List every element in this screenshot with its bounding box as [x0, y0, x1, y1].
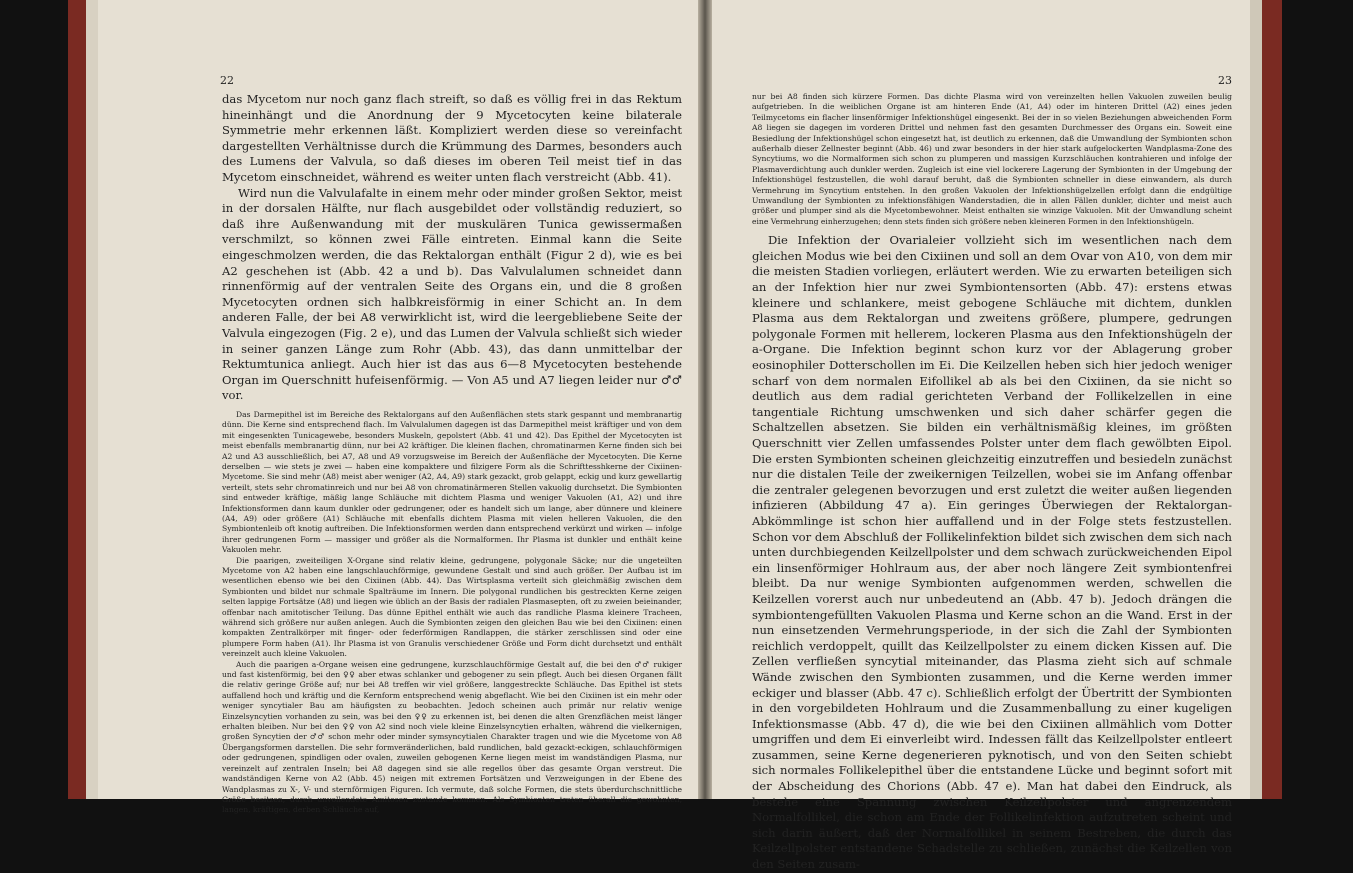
paragraph: Wird nun die Valvulafalte in einem mehr oder minder großen Sektor, meist in der dorsalen Hälfte, nur flach ausgebildet oder vollständig reduziert, so daß ihre Außenwandung mit der muskulären Tunica gewissermaßen verschmilzt, so können zwei Fälle eintreten. Einmal kann die Seite eingeschmolzen werden, die das Rektalorgan enthält (Figur 2 d), wie es bei A2 geschehen ist (Abb. 42 a und b). Das Valvulalumen schneidet dann rinnenförmig auf der ventralen Seite des Organs ein, und die 8 großen Mycetocyten ordnen sich halbkreisförmig in einer Schicht an. In dem anderen Falle, der bei A8 verwirklicht ist, wird die leergebliebene Seite der Valvula eingezogen (Fig. 2 e), und das Lumen der Valvula schließt sich wieder in seiner ganzen Länge zum Rohr (Abb. 43), das dann unmittelbar der Rektumtunica anliegt. Auch hier ist das aus 6—8 Mycetocyten bestehende Organ im Querschnitt hufeisenförmig. — Von A5 und A7 liegen leider nur ♂♂ vor.: [222, 185, 682, 403]
book-gutter: [698, 0, 712, 799]
small-paragraph: Das Darmepithel ist im Bereiche des Rektalorgans auf den Außenflächen stets stark gespannt und membranartig dünn. Die Kerne sind entsprechend flach. Im Valvulalumen dagegen ist das Darmepithel meist kräftiger und von dem mit eingesenkten Tunicagewebe, besonders Muskeln, gepolstert (Abb. 41 und 42). Das Epithel der Mycetocyten ist meist ebenfalls membranartig dünn, nur bei A2 kräftiger. Die kleinen flachen, chromatinarmen Kerne finden sich bei A2 und A3 ausschließlich, bei A7, A8 und A9 vorzugsweise im Bereich der Außenfläche der Mycetocyten. Die Kerne derselben — wie stets je zwei — haben eine kompaktere und filzigere Form als die Schrifttesshkerne der Cixiinen-Mycetome. Sie sind mehr (A8) meist aber weniger (A2, A4, A9) stark gezackt, grob gelappt, eckig und kurz gewellartig verteilt, stets sehr chromatinreich und nur bei A8 von chromatinärmeren Stellen vakuolig durchsetzt. Die Symbionten sind entweder kräftige, mäßig lange Schläuche mit dichtem Plasma und weniger Vakuolen (A1, A2) und ihre Infektionsformen dann kaum dunkler oder gedrungener, oder es handelt sich um lange, aber dünnere und kleinere (A4, A9) oder größere (A1) Schläuche mit ebenfalls dichtem Plasma mit vielen helleren Vakuolen, die den Symbiontenleib oft knotig auftreiben. Die Infektionsformen werden dann entsprechend verkürzt und wirken — infolge ihrer gedrungenen Form — massiger und größer als die Normalformen. Ihr Plasma ist dunkler und enthält keine Vakuolen mehr.: [222, 409, 682, 555]
book-cover-right: [1262, 0, 1282, 799]
left-text-column: [222, 92, 682, 816]
right-text-column: [752, 92, 1232, 873]
page-number-left: 22: [220, 74, 234, 87]
small-paragraph: Die paarigen, zweiteiligen X-Organe sind relativ kleine, gedrungene, polygonale Säcke; nur die ungeteilten Mycetome von A2 haben eine langschlauchförmige, gewundene Gestalt und sind auch größer. Der Aufbau ist im wesentlichen ebenso wie bei den Cixiinen (Abb. 44). Das Wirtsplasma verteilt sich gleichmäßig zwischen dem Symbionten und bildet nur schmale Spalträume im Innern. Die polygonal rundlichen bis gestreckten Kerne zeigen selten lappige Fortsätze (A8) und liegen wie üblich an der Basis der radialen Plasmasepten, oft zu zweien beieinander, offenbar nach amitotischer Teilung. Das dünne Epithel enthält wie auch das randliche Plasma kleinere Tracheen, während sich größere nur außen anlegen. Auch die Symbionten zeigen den gleichen Bau wie bei den Cixiinen: einen kompakten Zentralkörper mit finger- oder federförmigen Randlappen, die stärker zerschlissen sind oder eine plumpere Form haben (A1). Ihr Plasma ist von Granulis verschiedener Größe und Form dicht durchsetzt und enthält vereinzelt auch kleine Vakuolen.: [222, 555, 682, 659]
paragraph: Die Infektion der Ovarialeier vollzieht sich im wesentlichen nach dem gleichen Modus wie bei den Cixiinen und soll an dem Ovar von A10, von dem mir die meisten Stadien vorliegen, erläutert werden. Wie zu erwarten beteiligen sich an der Infektion hier nur zwei Symbiontensorten (Abb. 47): erstens etwas kleinere und schlankere, meist gebogene Schläuche mit dichtem, dunklen Plasma aus dem Rektalorgan und zweitens größere, plumpere, gedrungen polygonale Formen mit hellerem, lockeren Plasma aus den Infektionshügeln der a-Organe. Die Infektion beginnt schon kurz vor der Ablagerung grober eosinophiler Dotterschollen im Ei. Die Keilzellen heben sich hier jedoch weniger scharf von dem normalen Eifollikel ab als bei den Cixiinen, da sie nicht so deutlich aus dem radial gerichteten Verband der Follikelzellen in eine tangentiale Richtung umschwenken und sich daher schärfer gegen die Schaltzellen absetzen. Sie bilden ein verhältnismäßig kleines, im größten Querschnitt vier Zellen umfassendes Polster unter dem flach gewölbten Eipol. Die ersten Symbionten scheinen gleichzeitig einzutreffen und besiedeln zunächst nur die distalen Teile der zweikernigen Teilzellen, wobei sie im Anfang offenbar die zentraler gelegenen bevorzugen und erst zuletzt die weiter außen liegenden infizieren (Abbildung 47 a). Ein geringes Überwiegen der Rektalorgan-Abkömmlinge ist schon hier auffallend und in der Folge stets festzustellen. Schon vor dem Abschluß der Follikelinfektion bildet sich zwischen dem sich nach unten durchbiegenden Keilzellpolster und dem schwach zurückweichenden Eipol ein linsenförmiger Hohlraum aus, der aber noch längere Zeit symbiontenfrei bleibt. Da nur wenige Symbionten aufgenommen werden, schwellen die Keilzellen vorerst auch nur unbedeutend an (Abb. 47 b). Jedoch drängen die symbiontengefüllten Vakuolen Plasma und Kerne schon an die Wand. Erst in der nun einsetzenden Vermehrungsperiode, in der sich die Zahl der Symbionten reichlich verdoppelt, quillt das Keilzellpolster zu einem dicken Kissen auf. Die Zellen verfließen syncytial miteinander, das Plasma zieht sich auf schmale Wände zwischen den Symbionten zusammen, und die Kerne werden immer eckiger und blasser (Abb. 47 c). Schließlich erfolgt der Übertritt der Symbionten in den vorgebildeten Hohlraum und die Zusammenballung zu einer kugeligen Infektionsmasse (Abb. 47 d), die wie bei den Cixiinen allmählich vom Dotter umgriffen und dem Ei einverleibt wird. Indessen fällt das Keilzellpolster entleert zusammen, seine Kerne degenerieren pyknotisch, und von den Seiten schiebt sich normales Follikelepithel über die entstandene Lücke und beginnt sofort mit der Abscheidung des Chorions (Abb. 47 e). Man hat dabei den Eindruck, als bestehe eine Spannung zwischen Keilzellpolster und angrenzendem Normalfollikel, die schon am Ende der Follikelinfektion aufzutreten scheint und sich darin äußert, daß der Normalfollikel in seinem Bestreben, die durch das Keilzellpolster entstandene Schadstelle zu schließen, zunächst die Keilzellen von den Seiten zusam-: [752, 233, 1232, 872]
page-edges-left: [86, 0, 98, 799]
small-paragraph: nur bei A8 finden sich kürzere Formen. Das dichte Plasma wird von vereinzelten hellen Vakuolen zuweilen beulig aufgetrieben. In die weiblichen Organe ist am hinteren Ende (A1, A4) oder im hinteren Drittel (A2) eines jeden Teilmycetoms ein flacher linsenförmiger Infektionshügel eingesenkt. Bei der in so vielen Beziehungen abweichenden Form A8 liegen sie dagegen im vorderen Drittel und nehmen fast den gesamten Durchmesser des Organs ein. Soweit eine Besiedlung der Infektionshügel schon eingesetzt hat, ist deutlich zu erkennen, daß die Umwandlung der Symbionten schon außerhalb dieser Zellnester beginnt (Abb. 46) und zwar besonders in der hier stark aufgelockerten Wandplasma-Zone des Syncytiums, wo die Normalformen sich schon zu plumperen und massigen Kurzschläuchen kontrahieren und infolge der Plasmaverdichtung auch dunkler werden. Zugleich ist eine viel lockerere Lagerung der Symbionten in der Umgebung der Infektionshügel festzustellen, die wohl darauf beruht, daß die Symbionten schneller in diese einwandern, als durch Vermehrung im Syncytium entstehen. In den großen Vakuolen der Infektionshügelzellen erfolgt dann die endgültige Umwandlung der Symbionten zu infektionsfähigen Wanderstadien, die in allen Fällen dunkler, dichter und meist auch größer und plumper sind als die Mycetombewohner. Meist enthalten sie winzige Vakuolen. Mit der Umwandlung scheint eine Vermehrung einherzugehen; denn stets finden sich größere neben kleineren Formen in den Infektionshügeln.: [752, 92, 1232, 226]
right-page: [712, 0, 1262, 872]
left-page: [98, 0, 698, 815]
book-cover-left: [68, 0, 86, 799]
small-paragraph: Auch die paarigen a-Organe weisen eine gedrungene, kurzschlauchförmige Gestalt auf, die bei den ♂♂ rukiger und fast kistenförmig, bei den ♀♀ aber etwas schlanker und gebogener zu sein pflegt. Auch bei diesen Organen fällt die relativ geringe Größe auf; nur bei A8 treffen wir viel größere, langgestreckte Schläuche. Das Epithel ist stets auffallend hoch und kräftig und die Kernform entsprechend wenig abgeflacht. Wie bei den Cixiinen ist ein mehr oder weniger syncytialer Bau am häufigsten zu beobachten. Jedoch scheinen auch primär nur relativ wenige Einzelsyncytien vorhanden zu sein, was bei den ♀♀ zu erkennen ist, bei denen die alten Grenzflächen meist länger erhalten bleiben. Nur bei den ♀♀ von A2 sind noch viele kleine Einzelsyncytien erhalten, während die vielkernigen, großen Syncytien der ♂♂ schon mehr oder minder symsyncytialen Charakter tragen und wie die Mycetome von A8 Übergangsformen darstellen. Die sehr formveränderlichen, bald rundlichen, bald gezackt-eckigen, schlauchförmigen oder gedrungenen, spindligen oder ovalen, zuweilen gebogenen Kerne liegen meist im wandständigen Plasma, nur vereinzelt auf zentralen Inseln; bei A8 dagegen sind sie alle regellos über das gesamte Organ verstreut. Die wandständigen Kerne von A2 (Abb. 45) neigen mit extremen Fortsätzen und Verzweigungen in der Ebene des Wandplasmas zu X-, V- und sternförmigen Figuren. Ich vermute, daß solche Formen, die stets überdurchschnittliche Größe besitzen, durch unvollendete Amitosen zustande kommen. Als Symbionten treten überall die gewohnten, langen, kräftigen, derben Schläuche auf,: [222, 659, 682, 815]
paragraph: das Mycetom nur noch ganz flach streift, so daß es völlig frei in das Rektum hineinhängt und die Anordnung der 9 Mycetocyten keine bilaterale Symmetrie mehr erkennen läßt. Kompliziert werden diese so vereinfacht dargestellten Verhältnisse durch die Krümmung des Darmes, besonders auch des Lumens der Valvula, so daß dieses im oberen Teil meist tief in das Mycetom einschneidet, während es weiter unten flach verstreicht (Abb. 41).: [222, 92, 682, 184]
page-edges-right: [1250, 0, 1262, 799]
page-number-right: 23: [1218, 74, 1232, 87]
